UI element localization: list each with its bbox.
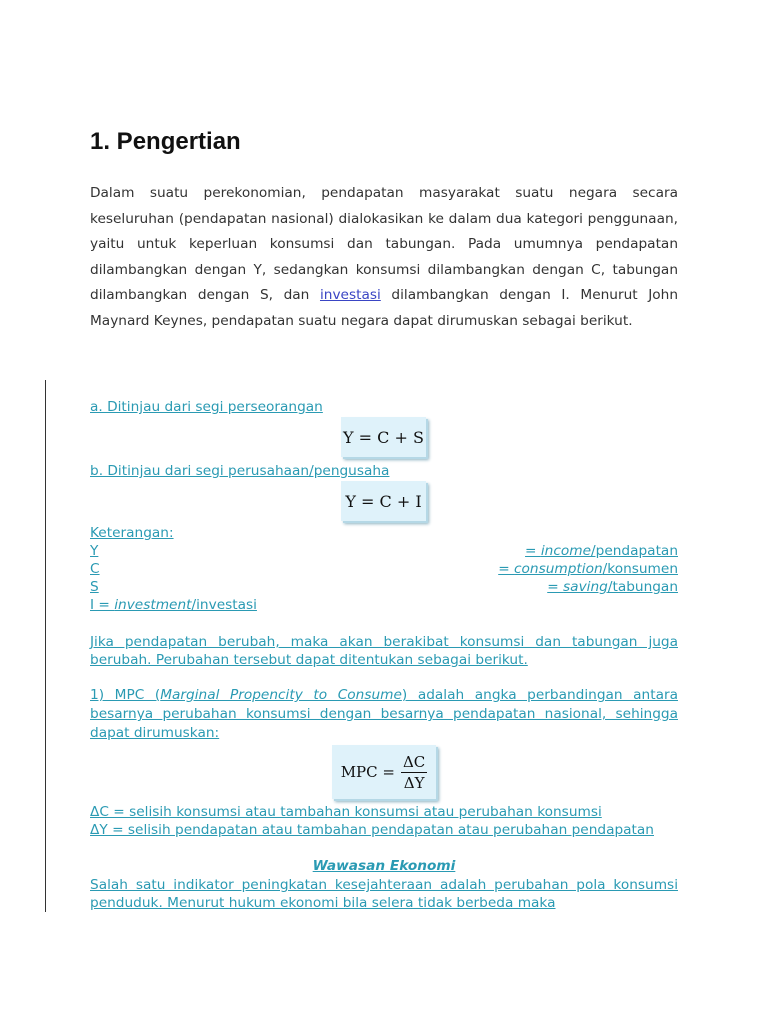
formula-mpc-numerator: ΔC bbox=[402, 752, 426, 771]
keterangan-row-s[interactable] bbox=[90, 578, 678, 596]
page-title: 1. Pengertian bbox=[90, 128, 241, 155]
formula-b: Y = C + I bbox=[341, 481, 426, 521]
keterangan-row-i[interactable]: I = investment/investasi bbox=[90, 597, 257, 613]
delta-y-definition[interactable]: ΔY = selisih pendapatan atau tambahan pendapatan atau perubahan pendapatan bbox=[90, 822, 654, 838]
jika-paragraph[interactable]: Jika pendapatan berubah, maka akan berakibat konsumsi dan tabungan juga berubah. Perubahan tersebut dapat ditentukan sebagai berikut. bbox=[90, 634, 678, 668]
formula-mpc-denominator: ΔY bbox=[403, 773, 425, 792]
wawasan-ekonomi-title[interactable]: Wawasan Ekonomi bbox=[312, 858, 456, 874]
definition-s: = saving/tabungan bbox=[547, 579, 678, 595]
symbol-y: Y bbox=[90, 543, 99, 559]
formula-a: Y = C + S bbox=[341, 417, 426, 457]
keterangan-label[interactable]: Keterangan: bbox=[90, 525, 174, 541]
left-margin-rule bbox=[45, 380, 46, 912]
investasi-link[interactable]: investasi bbox=[319, 287, 381, 304]
intro-text-before: Dalam suatu perekonomian, pendapatan masyarakat suatu negara secara keseluruhan (pendapatan nasional) dialokasikan ke dalam dua kategori penggunaan, yaitu untuk keperluan konsumsi dan tabungan. Pada umumnya pendapatan dilambangkan dengan Y, sedangkan konsumsi dilambangkan dengan C, tabungan dilambangkan dengan S, dan bbox=[90, 185, 678, 304]
keterangan-row-y[interactable] bbox=[90, 542, 678, 560]
intro-text-after: dilambangkan dengan I. Menurut John Maynard Keynes, pendapatan suatu negara dapat dirumuskan sebagai berikut. bbox=[90, 287, 679, 329]
section-a-heading[interactable]: a. Ditinjau dari segi perseorangan bbox=[90, 399, 323, 415]
formula-mpc bbox=[332, 745, 436, 799]
intro-paragraph bbox=[90, 181, 678, 335]
wawasan-paragraph[interactable]: Salah satu indikator peningkatan kesejahteraan adalah perubahan pola konsumsi penduduk. Menurut hukum ekonomi bila selera tidak berbeda maka bbox=[90, 877, 678, 911]
definition-y: = income/pendapatan bbox=[525, 543, 678, 559]
definition-c: = consumption/konsumen bbox=[498, 561, 678, 577]
mpc-paragraph[interactable]: 1) MPC (Marginal Propencity to Consume) adalah angka perbandingan antara besarnya perubahan konsumsi dengan besarnya pendapatan nasional, sehingga dapat dirumuskan: bbox=[90, 687, 678, 741]
formula-mpc-lhs: MPC = bbox=[340, 763, 395, 781]
delta-c-definition[interactable]: ΔC = selisih konsumsi atau tambahan konsumsi atau perubahan konsumsi bbox=[90, 804, 602, 820]
formula-mpc-fraction bbox=[401, 753, 427, 792]
section-b-heading[interactable]: b. Ditinjau dari segi perusahaan/pengusaha bbox=[90, 463, 390, 479]
symbol-s: S bbox=[90, 579, 99, 595]
keterangan-row-c[interactable] bbox=[90, 560, 678, 578]
symbol-c: C bbox=[90, 561, 100, 577]
